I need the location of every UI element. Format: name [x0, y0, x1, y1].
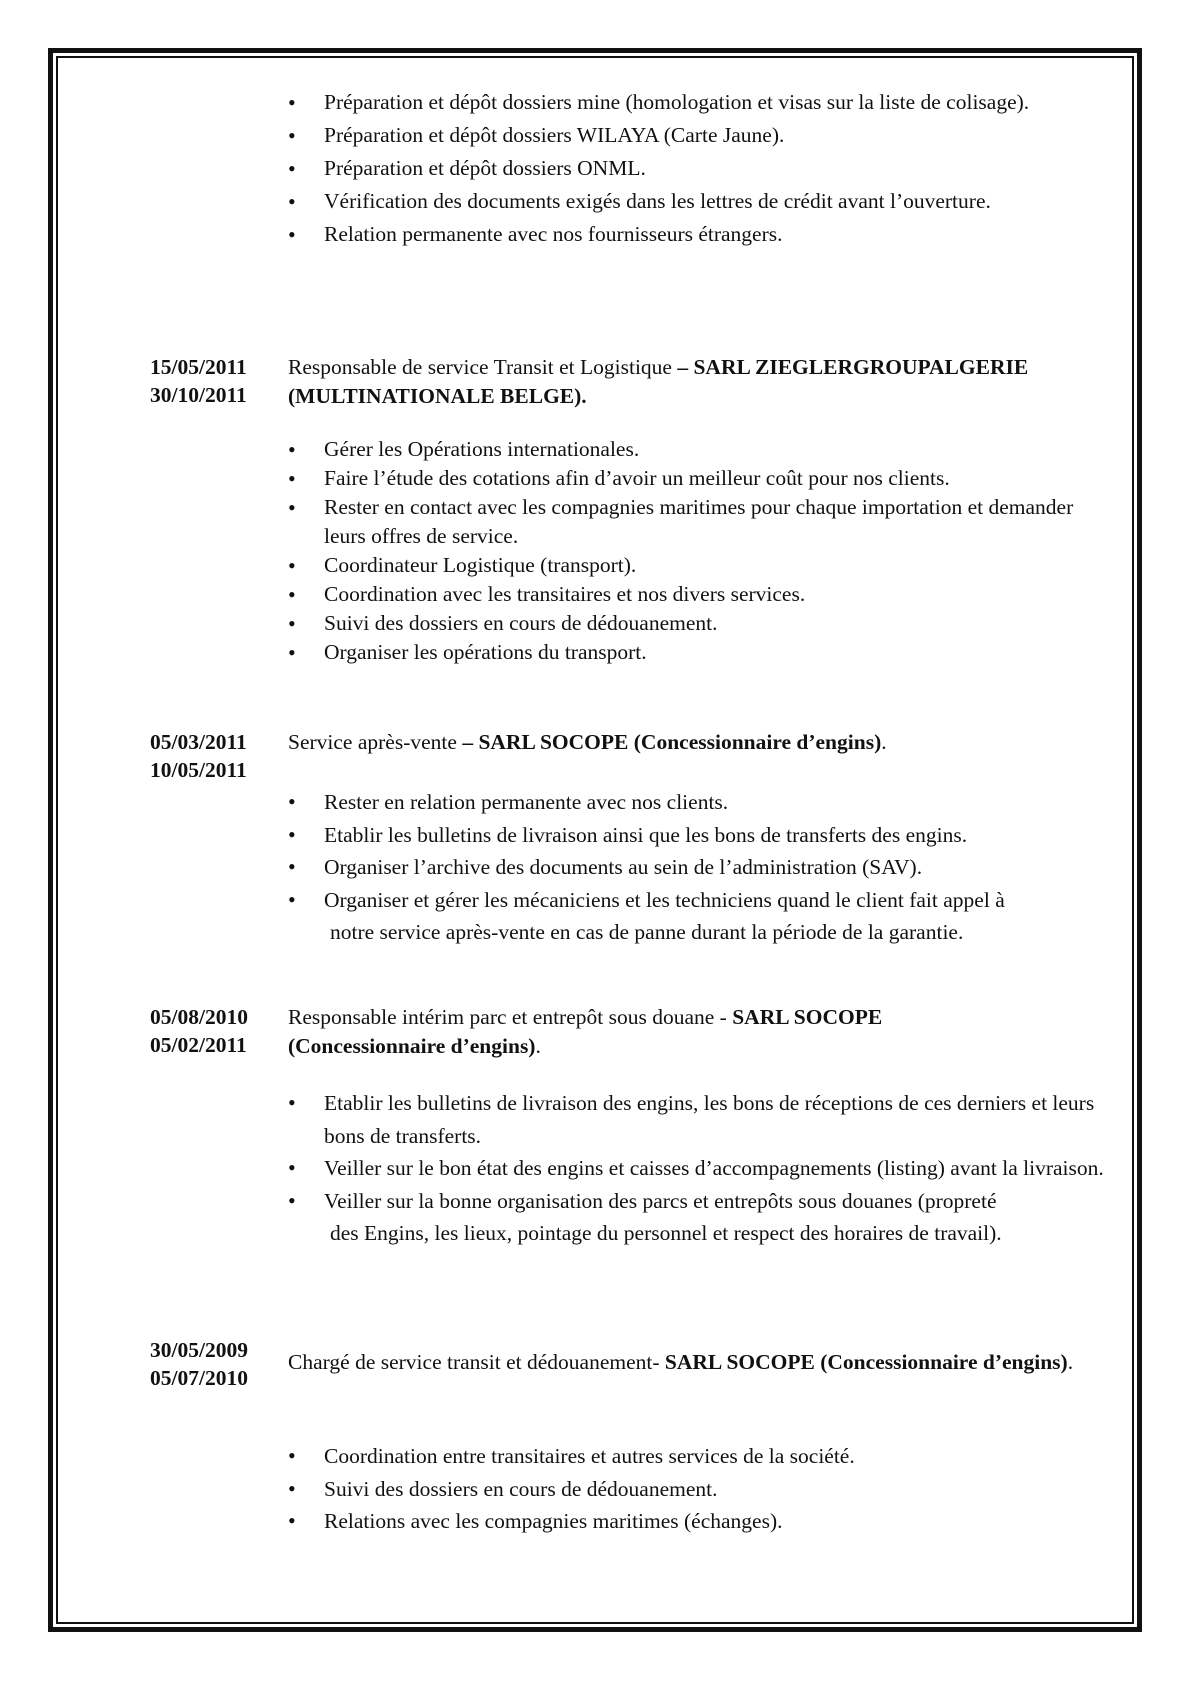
company-suffix: . — [535, 1034, 541, 1058]
bullet-item: • Etablir les bulletins de livraison ainsi que les bons de transferts des engins. — [288, 819, 1108, 852]
date-end: 05/07/2010 — [150, 1366, 248, 1390]
duty-list — [288, 786, 1108, 949]
company-name: – SARL SOCOPE (Concessionnaire d’engins) — [462, 730, 882, 754]
company-suffix: . — [881, 730, 887, 754]
bullet-item: • Relation permanente avec nos fournisseurs étrangers. — [288, 218, 1138, 251]
bullet-item: • Etablir les bulletins de livraison des engins, les bons de réceptions de ces derniers et leurs bons de transferts. — [288, 1087, 1108, 1152]
date-end: 05/02/2011 — [150, 1033, 247, 1057]
bullet-continuation: notre service après-vente en cas de panne durant la période de la garantie. — [330, 920, 964, 944]
bullet-item: • Suivi des dossiers en cours de dédouanement. — [288, 609, 1108, 638]
date-start: 15/05/2011 — [150, 355, 247, 379]
duty-list — [288, 1440, 1108, 1538]
date-start: 05/03/2011 — [150, 730, 247, 754]
bullet-item: • Relations avec les compagnies maritimes (échanges). — [288, 1505, 1108, 1538]
date-start: 05/08/2010 — [150, 1005, 248, 1029]
company-suffix: . — [1067, 1350, 1074, 1374]
bullet-item: • Organiser les opérations du transport. — [288, 638, 1108, 667]
date-range — [150, 353, 270, 409]
bullet-item: • Vérification des documents exigés dans les lettres de crédit avant l’ouverture. — [288, 185, 1138, 218]
date-start: 30/05/2009 — [150, 1338, 248, 1362]
date-range — [150, 1336, 270, 1392]
date-end: 30/10/2011 — [150, 383, 247, 407]
role-text: Chargé de service transit et dédouanement- — [288, 1350, 665, 1374]
date-end: 10/05/2011 — [150, 758, 247, 782]
bullet-item: • Préparation et dépôt dossiers mine (homologation et visas sur la liste de colisage). — [288, 86, 1138, 119]
company-name: – SARL ZIEGLERGROUPALGERIE (MULTINATIONALE BELGE). — [288, 355, 1029, 408]
bullet-item: • Coordination entre transitaires et autres services de la société. — [288, 1440, 1108, 1473]
job-title — [288, 1346, 1078, 1378]
bullet-item: • Préparation et dépôt dossiers WILAYA (Carte Jaune). — [288, 119, 1138, 152]
job-title — [288, 353, 1128, 411]
date-range — [150, 1003, 270, 1059]
bullet-item: • Veiller sur le bon état des engins et caisses d’accompagnements (listing) avant la livraison. — [288, 1152, 1108, 1185]
bullet-item: • Faire l’étude des cotations afin d’avoir un meilleur coût pour nos clients. — [288, 464, 1108, 493]
date-range — [150, 728, 270, 784]
bullet-item: • Rester en relation permanente avec nos clients. — [288, 786, 1108, 819]
bullet-item: • Coordination avec les transitaires et nos divers services. — [288, 580, 1108, 609]
bullet-item: • Gérer les Opérations internationales. — [288, 435, 1108, 464]
role-text: Responsable de service Transit et Logistique — [288, 355, 678, 379]
bullet-item: • Organiser l’archive des documents au sein de l’administration (SAV). — [288, 851, 1108, 884]
duty-list — [288, 1087, 1108, 1250]
duty-list — [288, 435, 1108, 667]
bullet-item: • Préparation et dépôt dossiers ONML. — [288, 152, 1138, 185]
bullet-item: • Veiller sur la bonne organisation des parcs et entrepôts sous douanes (propreté — [288, 1185, 1108, 1218]
role-text: Responsable intérim parc et entrepôt sous douane - — [288, 1005, 733, 1029]
company-name: SARL SOCOPE (Concessionnaire d’engins) — [664, 1350, 1068, 1374]
role-text: Service après-vente — [288, 730, 463, 754]
job-title — [288, 1003, 948, 1061]
company-name: SARL SOCOPE (Concessionnaire d’engins) — [288, 1005, 883, 1058]
bullet-item: • Organiser et gérer les mécaniciens et les techniciens quand le client fait appel à — [288, 884, 1108, 917]
job-title — [288, 728, 1128, 757]
top-bullet-list — [288, 86, 1138, 251]
bullet-item: • Suivi des dossiers en cours de dédouanement. — [288, 1473, 1108, 1506]
bullet-item: • Rester en contact avec les compagnies maritimes pour chaque importation et demander leurs offres de service. — [288, 493, 1108, 551]
bullet-continuation: des Engins, les lieux, pointage du personnel et respect des horaires de travail). — [330, 1221, 1002, 1245]
bullet-item: • Coordinateur Logistique (transport). — [288, 551, 1108, 580]
